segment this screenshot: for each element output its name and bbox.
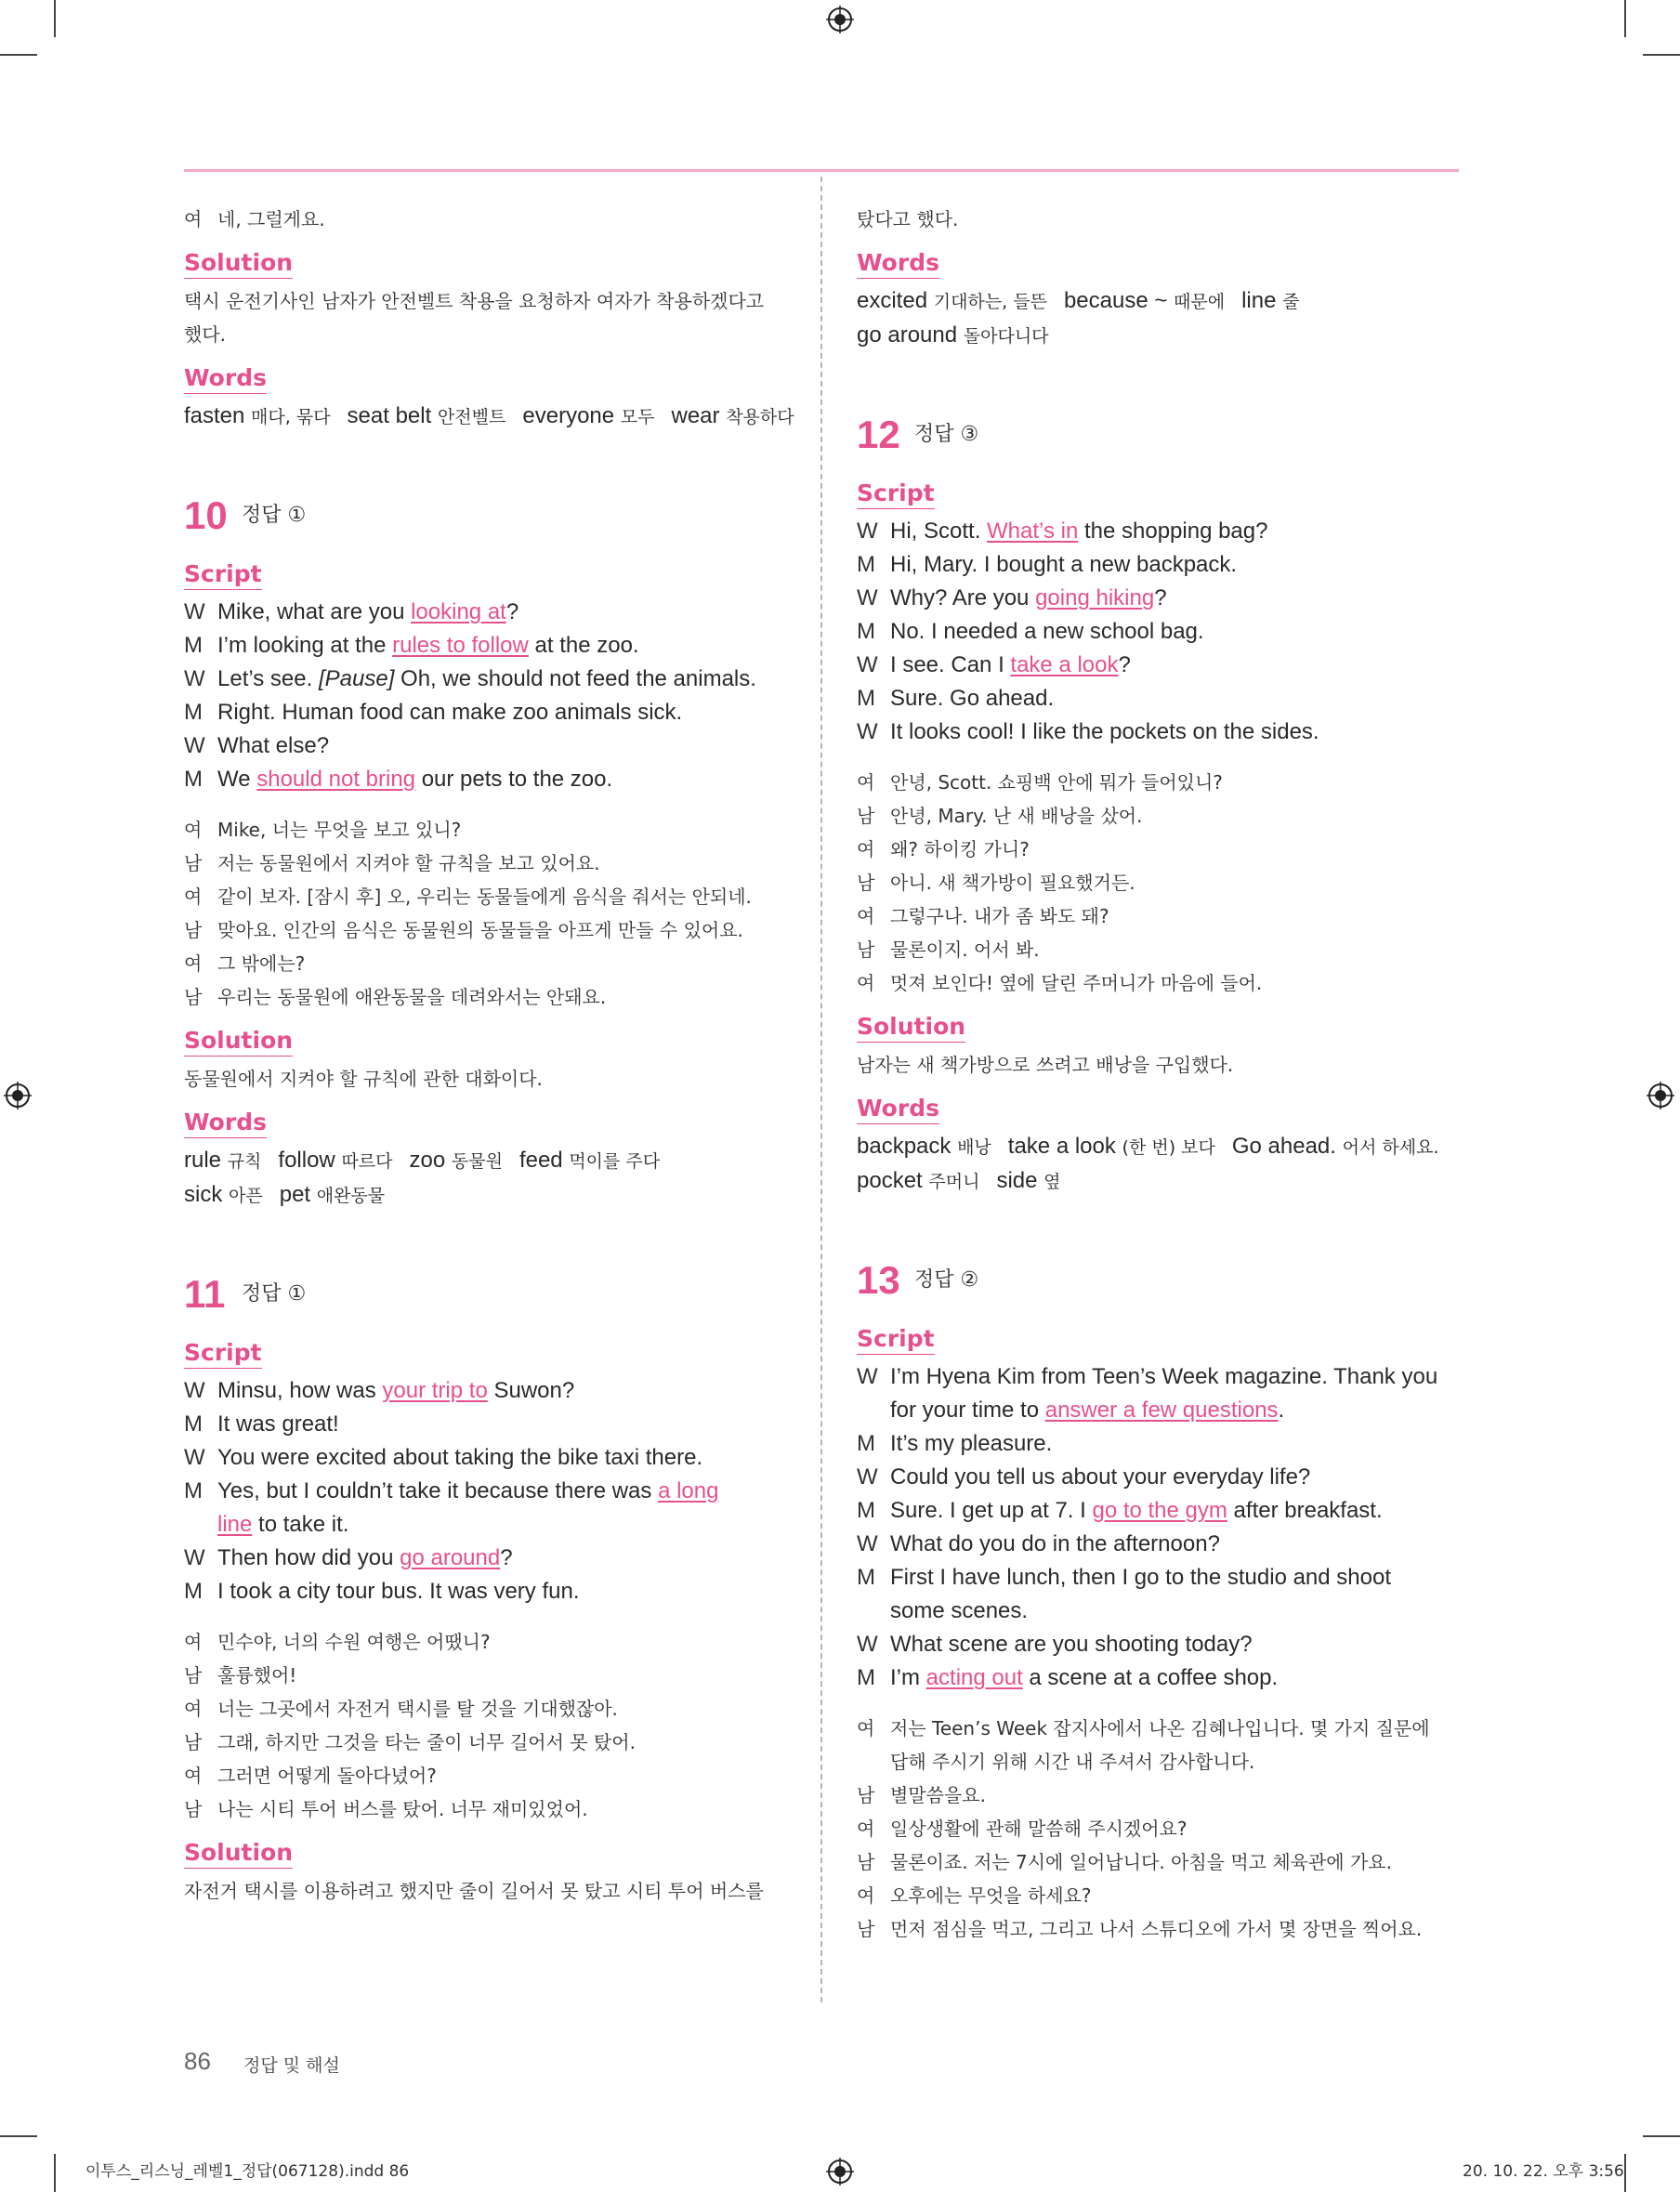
word-korean: (한 번) 보다 xyxy=(1122,1137,1215,1158)
script-text: It’s my pleasure. xyxy=(890,1431,1053,1456)
word-korean: 동물원 xyxy=(451,1151,503,1172)
page-number: 86 xyxy=(184,2047,211,2075)
crop-mark xyxy=(1624,2154,1626,2192)
word-english: everyone xyxy=(522,403,621,428)
script-block xyxy=(857,1360,1461,1695)
speaker-label: 여 xyxy=(857,1884,875,1907)
question-number: 11 xyxy=(184,1272,226,1316)
korean-line xyxy=(857,966,1461,1000)
words-heading: Words xyxy=(857,249,939,279)
answer-label: 정답 ③ xyxy=(914,423,979,446)
korean-text: 그래, 하지만 그것을 타는 줄이 너무 길어서 못 탔어. xyxy=(217,1731,636,1753)
crop-mark xyxy=(0,2135,37,2137)
script-line xyxy=(857,1461,1461,1494)
script-line xyxy=(184,1542,788,1575)
korean-text: 물론이죠. 저는 7시에 일어납니다. 아침을 먹고 체육관에 가요. xyxy=(890,1851,1392,1873)
script-heading: Script xyxy=(184,560,262,590)
word-korean: 어서 하세요. xyxy=(1342,1137,1439,1158)
word-korean: 착용하다 xyxy=(726,407,794,427)
korean-text: 멋져 보인다! 옆에 달린 주머니가 마음에 들어. xyxy=(890,972,1263,994)
script-text: Hi, Scott. What’s in the shopping bag? xyxy=(890,518,1268,544)
korean-text: 우리는 동물원에 애완동물을 데려와서는 안돼요. xyxy=(217,986,607,1008)
script-line xyxy=(857,615,1461,649)
word-korean: 규칙 xyxy=(227,1151,262,1172)
question-number: 13 xyxy=(857,1258,900,1302)
crop-mark xyxy=(0,54,37,56)
speaker-label: 여 xyxy=(184,1765,203,1787)
script-text: I’m acting out a scene at a coffee shop. xyxy=(890,1665,1279,1690)
korean-line: 여 네, 그럴게요. xyxy=(184,208,325,230)
word-english: backpack xyxy=(857,1134,958,1159)
speaker-label xyxy=(184,1508,217,1542)
script-line xyxy=(857,1494,1461,1528)
word-english: fasten xyxy=(184,403,252,428)
speaker-label: M xyxy=(184,700,203,725)
word-english: wear xyxy=(671,403,727,428)
script-text: Mike, what are you looking at? xyxy=(217,599,519,624)
solution-text: 동물원에서 지켜야 할 규칙에 관한 대화이다. xyxy=(184,1068,543,1090)
word-korean: 모두 xyxy=(620,407,655,427)
script-line xyxy=(184,1508,788,1542)
korean-line xyxy=(184,1659,788,1692)
korean-line xyxy=(184,1759,788,1792)
script-line xyxy=(184,696,788,729)
korean-line xyxy=(184,913,788,947)
page-label: 정답 및 해설 xyxy=(243,2055,340,2076)
left-column xyxy=(184,203,794,1908)
word-korean: 아픈 xyxy=(229,1186,263,1206)
crop-mark xyxy=(1643,2135,1680,2137)
solution-text: 탔다고 했다. xyxy=(857,208,959,230)
word-english: pet xyxy=(279,1182,317,1207)
question-number: 12 xyxy=(857,413,900,456)
registration-mark-icon xyxy=(1647,1082,1674,1109)
word-english: follow xyxy=(278,1148,342,1173)
speaker-label: M xyxy=(857,1665,875,1690)
script-text: Let’s see. [Pause] Oh, we should not feed the animals. xyxy=(217,666,756,691)
korean-line xyxy=(184,1692,788,1726)
script-line xyxy=(857,515,1461,548)
korean-line xyxy=(184,947,788,980)
word-korean: 애완동물 xyxy=(316,1186,386,1206)
speaker-label: 여 xyxy=(184,1698,203,1720)
script-line xyxy=(857,1360,1461,1394)
word-korean: 안전벨트 xyxy=(437,407,506,427)
speaker-label: 여 xyxy=(857,1717,875,1739)
question-header xyxy=(184,488,788,544)
script-line xyxy=(184,1575,788,1608)
korean-text: 오후에는 무엇을 하세요? xyxy=(890,1884,1092,1907)
dictation-blank: looking at xyxy=(411,599,506,624)
script-line xyxy=(857,1595,1461,1628)
right-column xyxy=(857,203,1461,1946)
answer-label: 정답 ① xyxy=(242,504,307,527)
korean-text: Mike, 너는 무엇을 보고 있니? xyxy=(217,819,462,841)
words-heading: Words xyxy=(857,1095,939,1124)
stage-direction: [Pause] xyxy=(318,666,395,691)
dictation-blank: take a look xyxy=(1010,652,1119,677)
speaker-label: W xyxy=(857,1531,878,1556)
korean-line xyxy=(857,1812,1461,1845)
korean-text: 일상생활에 관해 말씀해 주시겠어요? xyxy=(890,1818,1188,1840)
script-line xyxy=(857,1561,1461,1595)
script-text: No. I needed a new school bag. xyxy=(890,619,1204,644)
speaker-label: 여 xyxy=(184,952,203,975)
script-line xyxy=(857,1628,1461,1661)
speaker-label: W xyxy=(857,518,878,544)
script-text: What else? xyxy=(217,733,330,758)
korean-text: 같이 보자. [잠시 후] 오, 우리는 동물들에게 음식을 줘서는 안되네. xyxy=(217,886,752,908)
crop-mark xyxy=(1643,54,1680,56)
question-number: 10 xyxy=(184,493,228,537)
word-korean: 배낭 xyxy=(957,1137,991,1158)
dictation-blank: answer a few questions xyxy=(1044,1398,1279,1423)
registration-mark-icon xyxy=(826,2158,854,2185)
script-text: What do you do in the afternoon? xyxy=(890,1531,1220,1556)
script-line xyxy=(857,715,1461,749)
korean-line xyxy=(184,1625,788,1659)
solution-text: 자전거 택시를 이용하려고 했지만 줄이 길어서 못 탔고 시티 투어 버스를 xyxy=(184,1880,764,1902)
word-english: excited xyxy=(857,288,934,313)
word-korean: 때문에 xyxy=(1174,292,1226,312)
speaker-label: 남 xyxy=(184,852,203,874)
korean-text: 답해 주시기 위해 시간 내 주셔서 감사합니다. xyxy=(890,1751,1255,1773)
speaker-label: 여 xyxy=(857,905,875,927)
word-korean: 돌아다니다 xyxy=(963,326,1049,347)
speaker-label: M xyxy=(857,1431,875,1456)
script-line xyxy=(857,582,1461,615)
dictation-blank: What’s in xyxy=(987,518,1079,544)
script-line xyxy=(184,1374,788,1408)
script-heading: Script xyxy=(857,479,935,509)
script-text: Sure. I get up at 7. I go to the gym after breakfast. xyxy=(890,1498,1383,1523)
top-rule xyxy=(184,169,1459,172)
korean-line xyxy=(857,799,1461,833)
speaker-label: W xyxy=(857,1364,878,1389)
dictation-blank: going hiking xyxy=(1035,585,1155,610)
dictation-blank: acting out xyxy=(925,1665,1023,1690)
speaker-label: 남 xyxy=(857,872,875,894)
korean-line xyxy=(857,1779,1461,1812)
speaker-label: 여 xyxy=(857,972,875,994)
speaker-label: 남 xyxy=(857,1784,875,1806)
korean-text: 그렇구나. 내가 좀 봐도 돼? xyxy=(890,905,1109,927)
script-line xyxy=(184,596,788,629)
speaker-label xyxy=(857,1595,890,1628)
speaker-label: W xyxy=(857,652,878,677)
script-text: some scenes. xyxy=(890,1598,1029,1623)
speaker-label: 남 xyxy=(184,1664,203,1687)
korean-text: 민수야, 너의 수원 여행은 어땠니? xyxy=(217,1631,491,1653)
solution-text: 택시 운전기사인 남자가 안전벨트 착용을 요청하자 여자가 착용하겠다고 xyxy=(184,290,765,312)
speaker-label: 여 xyxy=(184,1631,203,1653)
script-line xyxy=(857,1661,1461,1695)
korean-line xyxy=(184,1726,788,1759)
word-english: Go ahead. xyxy=(1231,1134,1343,1159)
script-line xyxy=(184,1408,788,1441)
crop-mark xyxy=(54,0,56,37)
script-heading: Script xyxy=(857,1325,935,1355)
korean-line xyxy=(857,899,1461,933)
speaker-label: 남 xyxy=(857,938,875,961)
words-list xyxy=(857,284,1461,319)
script-line xyxy=(857,1394,1461,1427)
speaker-label: 남 xyxy=(184,1798,203,1820)
korean-line xyxy=(857,766,1461,799)
speaker-label: M xyxy=(184,767,203,792)
speaker-label: W xyxy=(184,733,205,758)
script-line xyxy=(857,1427,1461,1461)
korean-block xyxy=(184,813,788,1014)
speaker-label: W xyxy=(184,1545,205,1570)
speaker-label: W xyxy=(184,1445,205,1470)
dictation-blank: should not bring xyxy=(256,767,416,792)
column-divider xyxy=(820,177,822,2002)
korean-line xyxy=(184,847,788,880)
script-text: for your time to answer a few questions. xyxy=(890,1398,1285,1423)
words-list xyxy=(857,1164,1461,1199)
word-korean: 먹이를 주다 xyxy=(569,1151,661,1172)
word-english: because ~ xyxy=(1063,288,1175,313)
question-header xyxy=(184,1267,788,1322)
script-text: Sure. Go ahead. xyxy=(890,686,1055,711)
script-text: Yes, but I couldn’t take it because there was a long xyxy=(217,1478,719,1503)
script-text: I’m looking at the rules to follow at the zoo. xyxy=(217,633,639,658)
korean-text: 저는 동물원에서 지켜야 할 규칙을 보고 있어요. xyxy=(217,852,600,874)
speaker-label: M xyxy=(184,1478,203,1503)
crop-mark xyxy=(1624,0,1626,37)
solution-heading: Solution xyxy=(184,249,293,279)
speaker-label: 여 xyxy=(857,1818,875,1840)
speaker-label: 여 xyxy=(184,886,203,908)
script-line xyxy=(184,1475,788,1508)
word-korean: 따르다 xyxy=(341,1151,393,1172)
words-list xyxy=(184,1144,788,1178)
word-korean: 기대하는, 들뜬 xyxy=(933,292,1047,312)
speaker-label: W xyxy=(857,585,878,610)
speaker-label: W xyxy=(184,599,205,624)
word-english: line xyxy=(1241,288,1283,313)
script-line xyxy=(184,763,788,796)
word-english: go around xyxy=(857,322,964,348)
script-block xyxy=(184,1374,788,1608)
script-text: Why? Are you going hiking? xyxy=(890,585,1167,610)
korean-line xyxy=(184,1792,788,1826)
word-english: feed xyxy=(518,1148,570,1173)
script-block xyxy=(184,596,788,796)
word-english: seat belt xyxy=(347,403,438,428)
script-text: Could you tell us about your everyday life? xyxy=(890,1464,1311,1490)
speaker-label: W xyxy=(184,666,205,691)
words-list xyxy=(184,1178,788,1213)
speaker-label: 남 xyxy=(184,919,203,941)
speaker-label: 남 xyxy=(857,805,875,827)
registration-mark-icon xyxy=(826,6,854,33)
korean-text: 물론이지. 어서 봐. xyxy=(890,938,1040,961)
script-text: It looks cool! I like the pockets on the sides. xyxy=(890,719,1319,744)
korean-text: 안녕, Scott. 쇼핑백 안에 뭐가 들어있니? xyxy=(890,771,1223,794)
speaker-label: M xyxy=(184,1579,203,1604)
speaker-label: 여 xyxy=(857,838,875,860)
dictation-blank: line xyxy=(217,1512,253,1537)
speaker-label: 남 xyxy=(184,1731,203,1753)
speaker-label: W xyxy=(857,719,878,744)
script-line xyxy=(857,682,1461,715)
words-list xyxy=(184,400,794,434)
korean-line xyxy=(184,980,788,1014)
speaker-label: W xyxy=(184,1378,205,1403)
speaker-label: 남 xyxy=(857,1851,875,1873)
speaker-label: 남 xyxy=(857,1918,875,1940)
korean-line xyxy=(857,1845,1461,1879)
speaker-label: 여 xyxy=(857,771,875,794)
korean-line xyxy=(857,1712,1461,1745)
script-line xyxy=(184,663,788,696)
korean-line xyxy=(857,866,1461,899)
script-line xyxy=(184,1441,788,1475)
script-heading: Script xyxy=(184,1339,262,1369)
korean-text: 훌륭했어! xyxy=(217,1664,297,1687)
word-korean: 옆 xyxy=(1043,1172,1061,1192)
speaker-label: W xyxy=(857,1464,878,1490)
word-english: pocket xyxy=(857,1168,929,1193)
words-heading: Words xyxy=(184,1109,267,1138)
word-korean: 줄 xyxy=(1282,292,1300,312)
speaker-label xyxy=(857,1394,890,1427)
korean-line xyxy=(857,1745,1461,1779)
date-slug: 20. 10. 22. 오후 3:56 xyxy=(1463,2162,1624,2181)
script-text: First I have lunch, then I go to the studio and shoot xyxy=(890,1565,1392,1590)
korean-line xyxy=(857,833,1461,866)
script-text: line to take it. xyxy=(217,1512,349,1537)
word-korean: 주머니 xyxy=(928,1172,980,1192)
korean-text: 맞아요. 인간의 음식은 동물원의 동물들을 아프게 만들 수 있어요. xyxy=(217,919,743,941)
dictation-blank: go around xyxy=(400,1545,501,1570)
script-text: It was great! xyxy=(217,1411,339,1437)
words-list xyxy=(857,319,1461,353)
korean-text: 나는 시티 투어 버스를 탔어. 너무 재미있었어. xyxy=(217,1798,588,1820)
korean-text: 그 밖에는? xyxy=(217,952,306,975)
registration-mark-icon xyxy=(4,1082,32,1109)
korean-line xyxy=(857,1879,1461,1912)
korean-text: 너는 그곳에서 자전거 택시를 탈 것을 기대했잖아. xyxy=(217,1698,618,1720)
korean-text: 별말씀을요. xyxy=(890,1784,986,1806)
file-slug: 이투스_리스닝_레벨1_정답(067128).indd 86 xyxy=(85,2162,410,2181)
answer-label: 정답 ① xyxy=(242,1282,307,1306)
korean-text: 먼저 점심을 먹고, 그리고 나서 스튜디오에 가서 몇 장면을 찍어요. xyxy=(890,1918,1423,1940)
speaker-label: M xyxy=(857,619,875,644)
script-text: You were excited about taking the bike taxi there. xyxy=(217,1445,703,1470)
question-header xyxy=(857,407,1461,463)
solution-heading: Solution xyxy=(184,1839,293,1869)
korean-line xyxy=(857,933,1461,966)
speaker-label: M xyxy=(857,552,875,577)
speaker-label: 여 xyxy=(184,819,203,841)
script-line xyxy=(857,649,1461,682)
dictation-blank: your trip to xyxy=(382,1378,488,1403)
speaker-label xyxy=(857,1745,890,1779)
answer-label: 정답 ② xyxy=(914,1268,979,1292)
words-list xyxy=(857,1130,1461,1164)
word-english: take a look xyxy=(1007,1134,1122,1159)
script-text: I took a city tour bus. It was very fun. xyxy=(217,1579,580,1604)
script-block xyxy=(857,515,1461,749)
script-line xyxy=(857,1528,1461,1561)
script-line xyxy=(184,629,788,663)
word-korean: 매다, 묶다 xyxy=(251,407,331,427)
script-text: I’m Hyena Kim from Teen’s Week magazine. Thank you xyxy=(890,1364,1438,1389)
script-text: Right. Human food can make zoo animals sick. xyxy=(217,700,683,725)
dictation-blank: rules to follow xyxy=(392,633,529,658)
korean-text: 아니. 새 책가방이 필요했거든. xyxy=(890,872,1135,894)
korean-block xyxy=(857,766,1461,1000)
speaker-label: 남 xyxy=(184,986,203,1008)
speaker-label: M xyxy=(857,1565,875,1590)
korean-text: 안녕, Mary. 난 새 배낭을 샀어. xyxy=(890,805,1143,827)
script-text: We should not bring our pets to the zoo. xyxy=(217,767,613,792)
speaker-label: W xyxy=(857,1632,878,1657)
korean-line xyxy=(184,880,788,913)
script-text: Minsu, how was your trip to Suwon? xyxy=(217,1378,575,1403)
korean-line xyxy=(184,813,788,847)
korean-text: 그러면 어떻게 돌아다녔어? xyxy=(217,1765,437,1787)
korean-block xyxy=(857,1712,1461,1946)
dictation-blank: a long xyxy=(658,1478,719,1503)
solution-text: 했다. xyxy=(184,323,226,346)
words-heading: Words xyxy=(184,364,267,394)
korean-text: 왜? 하이킹 가니? xyxy=(890,838,1030,860)
korean-block xyxy=(184,1625,788,1826)
script-text: Then how did you go around? xyxy=(217,1545,513,1570)
speaker-label: M xyxy=(184,1411,203,1437)
speaker-label: M xyxy=(857,1498,875,1523)
word-english: sick xyxy=(184,1182,229,1207)
script-text: I see. Can I take a look? xyxy=(890,652,1131,677)
script-text: Hi, Mary. I bought a new backpack. xyxy=(890,552,1238,577)
speaker-label: M xyxy=(857,686,875,711)
script-text: What scene are you shooting today? xyxy=(890,1632,1253,1657)
korean-line xyxy=(857,1912,1461,1946)
word-english: side xyxy=(996,1168,1044,1193)
dictation-blank: go to the gym xyxy=(1092,1498,1227,1523)
solution-heading: Solution xyxy=(184,1027,293,1057)
word-english: rule xyxy=(184,1148,228,1173)
word-english: zoo xyxy=(409,1148,452,1173)
speaker-label: M xyxy=(184,633,203,658)
script-line xyxy=(857,548,1461,582)
solution-heading: Solution xyxy=(857,1013,965,1043)
korean-text: 저는 Teen’s Week 잡지사에서 나온 김혜나입니다. 몇 가지 질문에 xyxy=(890,1717,1430,1739)
question-header xyxy=(857,1253,1461,1308)
crop-mark xyxy=(54,2154,56,2192)
solution-text: 남자는 새 책가방으로 쓰려고 배낭을 구입했다. xyxy=(857,1054,1234,1076)
script-line xyxy=(184,729,788,763)
